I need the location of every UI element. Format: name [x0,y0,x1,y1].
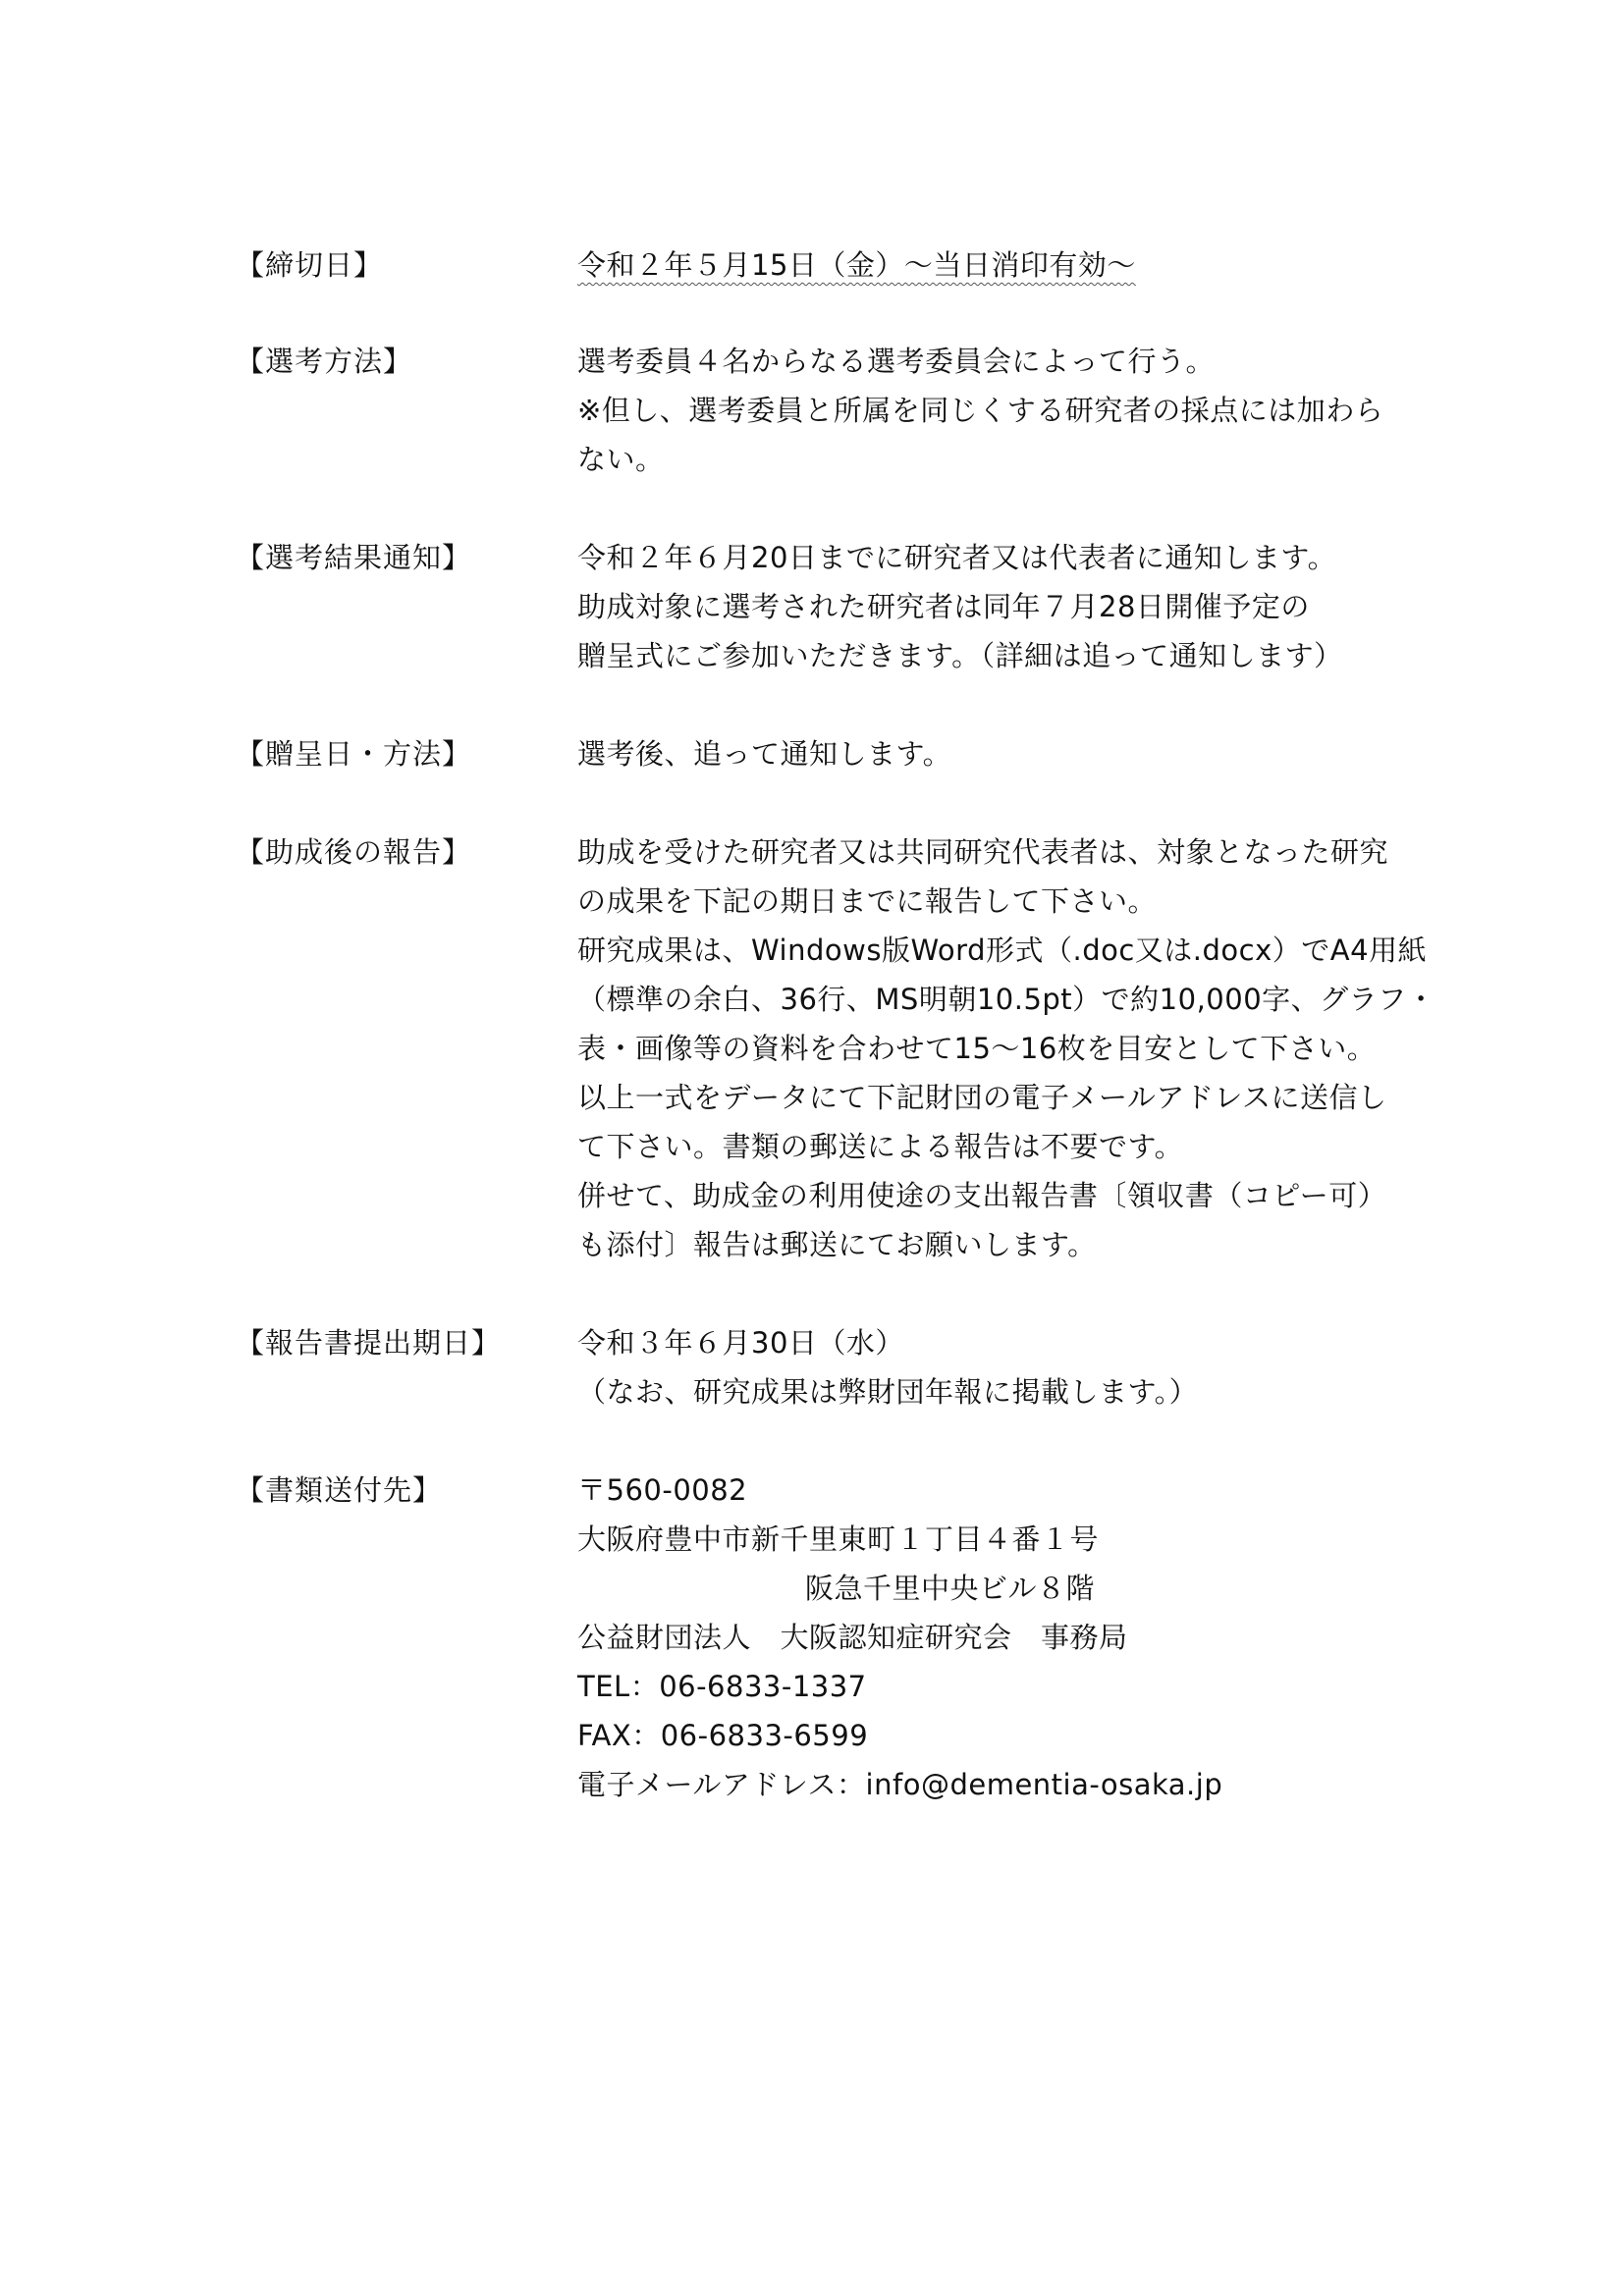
text-line: （なお、研究成果は弊財団年報に掲載します。） [577,1375,1199,1409]
text-line: 表・画像等の資料を合わせて15～16枚を目安として下さい。 [577,1032,1377,1065]
text-line: て下さい。書類の郵送による報告は不要です。 [577,1130,1184,1163]
address-line: 大阪府豊中市新千里東町１丁目４番１号 [577,1522,1100,1556]
text-line: 以上一式をデータにて下記財団の電子メールアドレスに送信し [577,1081,1387,1114]
text-line: 選考後、追って通知します。 [577,737,952,771]
text-line: 助成を受けた研究者又は共同研究代表者は、対象となった研究 [577,835,1389,869]
label-deadline: 【締切日】 [236,248,384,282]
text-line: 助成対象に選考された研究者は同年７月28日開催予定の [577,590,1310,623]
content-selection-method [577,337,1422,484]
text-line: ない。 [577,443,665,476]
label-mailing-address: 【書類送付先】 [236,1473,443,1507]
text-line: ※但し、選考委員と所属を同じくする研究者の採点には加わら [577,394,1384,427]
fax-number: FAX：06-6833-6599 [577,1719,869,1752]
content-report-due-date [577,1318,1422,1416]
label-result-notification: 【選考結果通知】 [236,541,472,574]
building-line: 阪急千里中央ビル８階 [805,1572,1096,1605]
content-mailing-address [577,1466,1422,1809]
text-line: 贈呈式にご参加いただきます。（詳細は追って通知します） [577,639,1343,672]
label-post-grant-report: 【助成後の報告】 [236,835,472,869]
content-result-notification [577,533,1422,680]
content-deadline [577,240,1422,290]
phone-number: TEL：06-6833-1337 [577,1670,867,1703]
text-line: 併せて、助成金の利用使途の支出報告書〔領収書（コピー可） [577,1179,1387,1212]
text-line: 研究成果は、Windows版Word形式（.doc又は.docx）でA4用紙 [577,934,1428,967]
text-line: 令和２年６月20日までに研究者又は代表者に通知します。 [577,541,1337,574]
deadline-date: 令和２年５月15日（金）～当日消印有効～ [577,248,1136,282]
content-award-method [577,729,1422,778]
email-address[interactable]: 電子メールアドレス：info@dementia-osaka.jp [577,1768,1223,1801]
text-line: も添付〕報告は郵送にてお願いします。 [577,1228,1097,1261]
content-post-grant-report [577,828,1436,1269]
text-line: （標準の余白、36行、MS明朝10.5pt）で約10,000字、グラフ・ [577,983,1436,1016]
label-selection-method: 【選考方法】 [236,345,413,378]
organization-name: 公益財団法人 大阪認知症研究会 事務局 [577,1621,1128,1654]
text-line: の成果を下記の期日までに報告して下さい。 [577,884,1158,918]
text-line: 選考委員４名からなる選考委員会によって行う。 [577,345,1216,378]
text-line: 令和３年６月30日（水） [577,1326,904,1360]
label-report-due-date: 【報告書提出期日】 [236,1326,502,1360]
label-award-method: 【贈呈日・方法】 [236,737,472,771]
postal-code: 〒560-0082 [577,1473,748,1507]
